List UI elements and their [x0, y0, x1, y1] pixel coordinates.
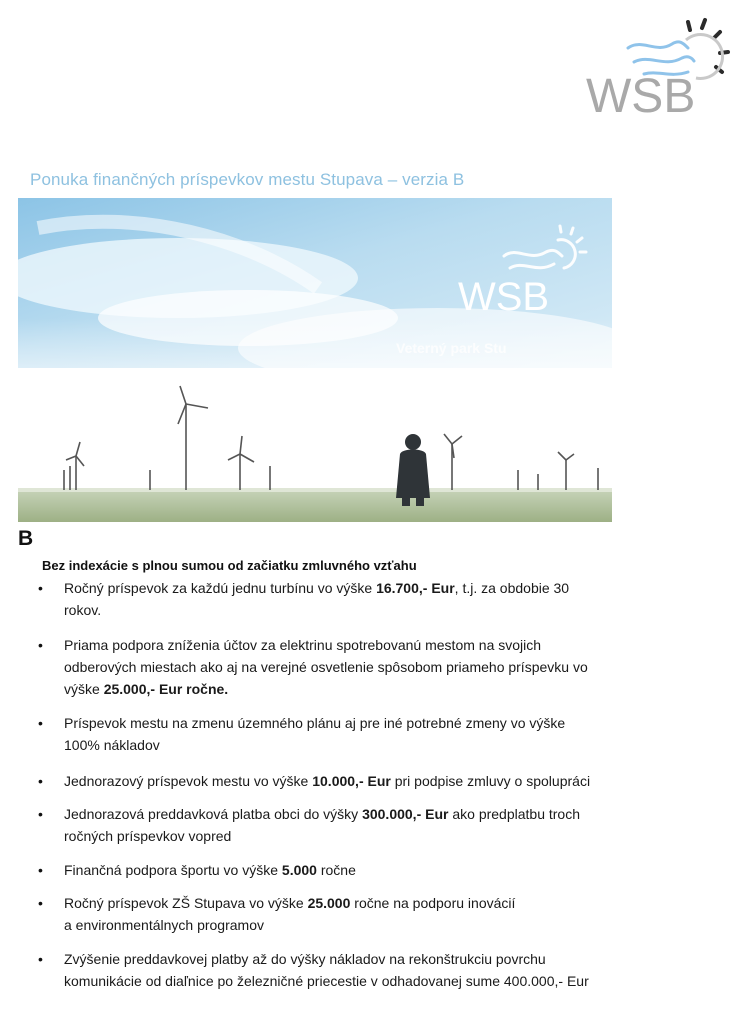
- list-item-line: rokov.: [64, 602, 102, 618]
- list-item-text: [64, 948, 674, 992]
- list-item-text: [64, 577, 674, 621]
- list-item-text: [64, 859, 674, 881]
- svg-text:Veterný park Stu: Veterný park Stu: [396, 340, 507, 356]
- list-item-text: [64, 803, 674, 847]
- list-item-line: výške 25.000,- Eur ročne.: [64, 681, 229, 697]
- list-item-line: Zvýšenie preddavkovej platby až do výšky nákladov na rekonštrukciu povrchu: [64, 951, 546, 967]
- list-item-line: odberových miestach ako aj na verejné osvetlenie spôsobom priameho príspevku vo: [64, 659, 588, 675]
- wind-sun-icon: [578, 8, 734, 128]
- bullet-icon: •: [38, 895, 43, 911]
- list-item-text: [64, 712, 674, 756]
- list-item-line: Jednorazová preddavková platba obci do výšky 300.000,- Eur ako predplatbu troch: [64, 806, 580, 822]
- bullet-icon: •: [38, 862, 43, 878]
- page-title: Ponuka finančných príspevkov mestu Stupava – verzia B: [30, 170, 465, 189]
- list-item-text: [64, 770, 674, 792]
- bullet-icon: •: [38, 806, 43, 822]
- section-heading: Bez indexácie s plnou sumou od začiatku zmluvného vzťahu: [42, 558, 417, 573]
- section-letter: B: [18, 527, 34, 550]
- list-item-line: a environmentálnych programov: [64, 917, 264, 933]
- list-item-text: [64, 634, 674, 700]
- bullet-icon: •: [38, 773, 43, 789]
- banner-image: [18, 198, 612, 522]
- list-item-line: 100% nákladov: [64, 737, 160, 753]
- list-item-line: Priama podpora zníženia účtov za elektrinu spotrebovanú mestom na svojich: [64, 637, 542, 653]
- list-item-line: Ročný príspevok za každú jednu turbínu vo výške 16.700,- Eur, t.j. za obdobie 30: [64, 580, 570, 596]
- list-item-line: komunikácie od diaľnice po železničné priecestie v odhadovanej sume 400.000,- Eur: [64, 973, 589, 989]
- bullet-icon: •: [38, 715, 43, 731]
- list-item-line: Jednorazový príspevok mestu vo výške 10.000,- Eur pri podpise zmluvy o spolupráci: [64, 773, 591, 789]
- list-item-line: Ročný príspevok ZŠ Stupava vo výške 25.000 ročne na podporu inovácií: [64, 895, 516, 911]
- list-item-text: [64, 892, 674, 936]
- bullet-icon: •: [38, 637, 43, 653]
- bullet-icon: •: [38, 951, 43, 967]
- wsb-logo: [578, 8, 734, 128]
- list-item-line: Príspevok mestu na zmenu územného plánu aj pre iné potrebné zmeny vo výške: [64, 715, 566, 731]
- svg-text:WSB: WSB: [458, 275, 550, 319]
- list-item-line: Finančná podpora športu vo výške 5.000 ročne: [64, 862, 356, 878]
- svg-text:WSB: WSB: [586, 70, 696, 123]
- bullet-icon: •: [38, 580, 43, 596]
- list-item-line: ročných príspevkov vopred: [64, 828, 232, 844]
